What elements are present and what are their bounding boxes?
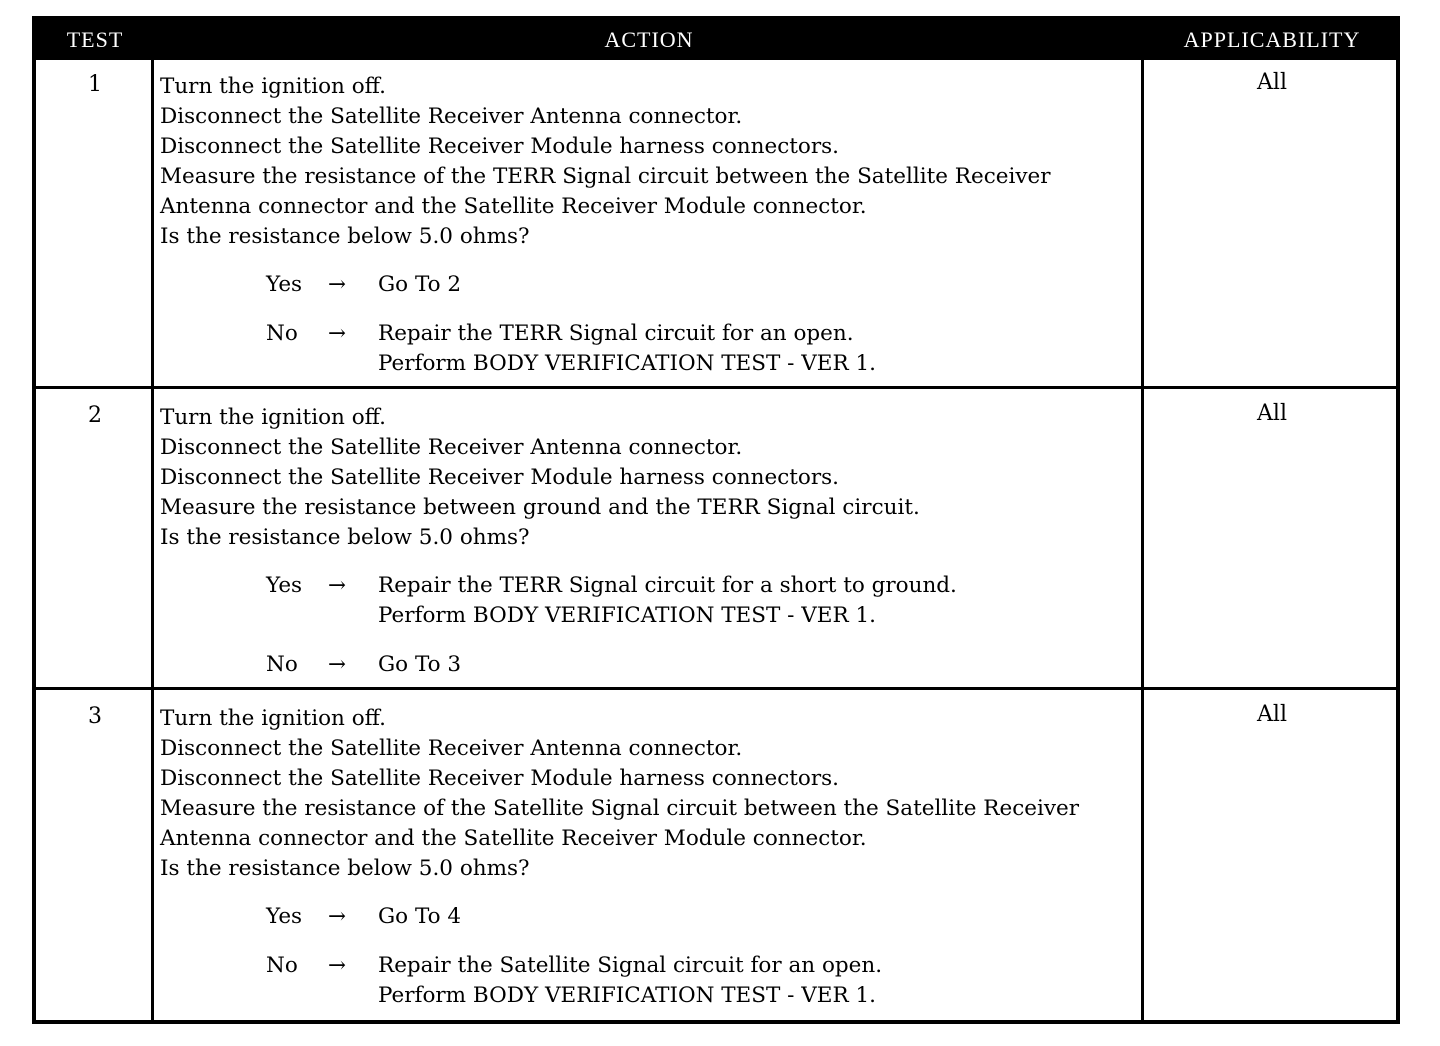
action-step: Is the resistance below 5.0 ohms?	[160, 856, 530, 881]
action-step: Antenna connector and the Satellite Receiver Module connector.	[160, 194, 867, 219]
header-applicability: APPLICABILITY	[1183, 27, 1361, 52]
header-action: ACTION	[604, 27, 694, 52]
arrow-right-icon: →	[328, 953, 347, 978]
result-options	[160, 902, 1140, 1011]
action-step: Disconnect the Satellite Receiver Antenna connector.	[160, 104, 743, 129]
result-line: Go To 3	[378, 652, 462, 677]
yes-result	[378, 902, 461, 932]
action-step: Is the resistance below 5.0 ohms?	[160, 525, 530, 550]
no-result	[378, 951, 882, 1011]
action-step: Is the resistance below 5.0 ohms?	[160, 224, 530, 249]
action-step: Disconnect the Satellite Receiver Antenna connector.	[160, 736, 743, 761]
test-number: 3	[88, 704, 102, 729]
action-step: Measure the resistance of the TERR Signal circuit between the Satellite Receiver	[160, 164, 1051, 189]
no-option	[266, 319, 1140, 379]
result-line: Repair the Satellite Signal circuit for an open.	[378, 953, 883, 978]
action-cell	[160, 72, 1140, 379]
header-test: TEST	[66, 27, 124, 52]
table-row	[36, 58, 1396, 386]
result-line: Go To 4	[378, 904, 462, 929]
applicability-value: All	[1257, 70, 1287, 95]
action-cell	[160, 704, 1140, 1011]
no-option	[266, 650, 1140, 680]
action-step: Measure the resistance of the Satellite Signal circuit between the Satellite Receiver	[160, 796, 1079, 821]
arrow-right-icon: →	[328, 904, 347, 929]
result-line: Perform BODY VERIFICATION TEST - VER 1.	[378, 351, 877, 376]
action-step: Turn the ignition off.	[160, 405, 386, 430]
yes-result	[378, 571, 957, 631]
action-step: Measure the resistance between ground and the TERR Signal circuit.	[160, 495, 920, 520]
result-options	[160, 571, 1140, 680]
yes-label: Yes	[266, 904, 303, 929]
yes-result	[378, 270, 461, 300]
yes-label: Yes	[266, 272, 303, 297]
test-number: 2	[88, 403, 102, 428]
action-step: Disconnect the Satellite Receiver Antenna connector.	[160, 435, 743, 460]
action-step: Disconnect the Satellite Receiver Module harness connectors.	[160, 766, 839, 791]
result-options	[160, 270, 1140, 379]
action-step: Turn the ignition off.	[160, 74, 386, 99]
applicability-value: All	[1257, 702, 1287, 727]
yes-option	[266, 270, 1140, 300]
no-label: No	[266, 652, 298, 677]
table-row	[36, 690, 1396, 1020]
arrow-right-icon: →	[328, 652, 347, 677]
diagnostic-table	[32, 16, 1400, 1024]
no-result	[378, 650, 461, 680]
action-step: Disconnect the Satellite Receiver Module harness connectors.	[160, 134, 839, 159]
table-header	[36, 20, 1396, 60]
table-row	[36, 389, 1396, 687]
result-line: Perform BODY VERIFICATION TEST - VER 1.	[378, 983, 877, 1008]
yes-label: Yes	[266, 573, 303, 598]
no-result	[378, 319, 876, 379]
action-step: Turn the ignition off.	[160, 706, 386, 731]
no-label: No	[266, 953, 298, 978]
result-line: Repair the TERR Signal circuit for a short to ground.	[378, 573, 957, 598]
test-number: 1	[88, 72, 102, 97]
result-line: Go To 2	[378, 272, 462, 297]
applicability-value: All	[1257, 401, 1287, 426]
action-step: Antenna connector and the Satellite Receiver Module connector.	[160, 826, 867, 851]
no-label: No	[266, 321, 298, 346]
yes-option	[266, 902, 1140, 932]
result-line: Repair the TERR Signal circuit for an open.	[378, 321, 854, 346]
action-cell	[160, 403, 1140, 680]
action-step: Disconnect the Satellite Receiver Module harness connectors.	[160, 465, 839, 490]
arrow-right-icon: →	[328, 573, 347, 598]
arrow-right-icon: →	[328, 321, 347, 346]
arrow-right-icon: →	[328, 272, 347, 297]
yes-option	[266, 571, 1140, 631]
result-line: Perform BODY VERIFICATION TEST - VER 1.	[378, 603, 877, 628]
no-option	[266, 951, 1140, 1011]
